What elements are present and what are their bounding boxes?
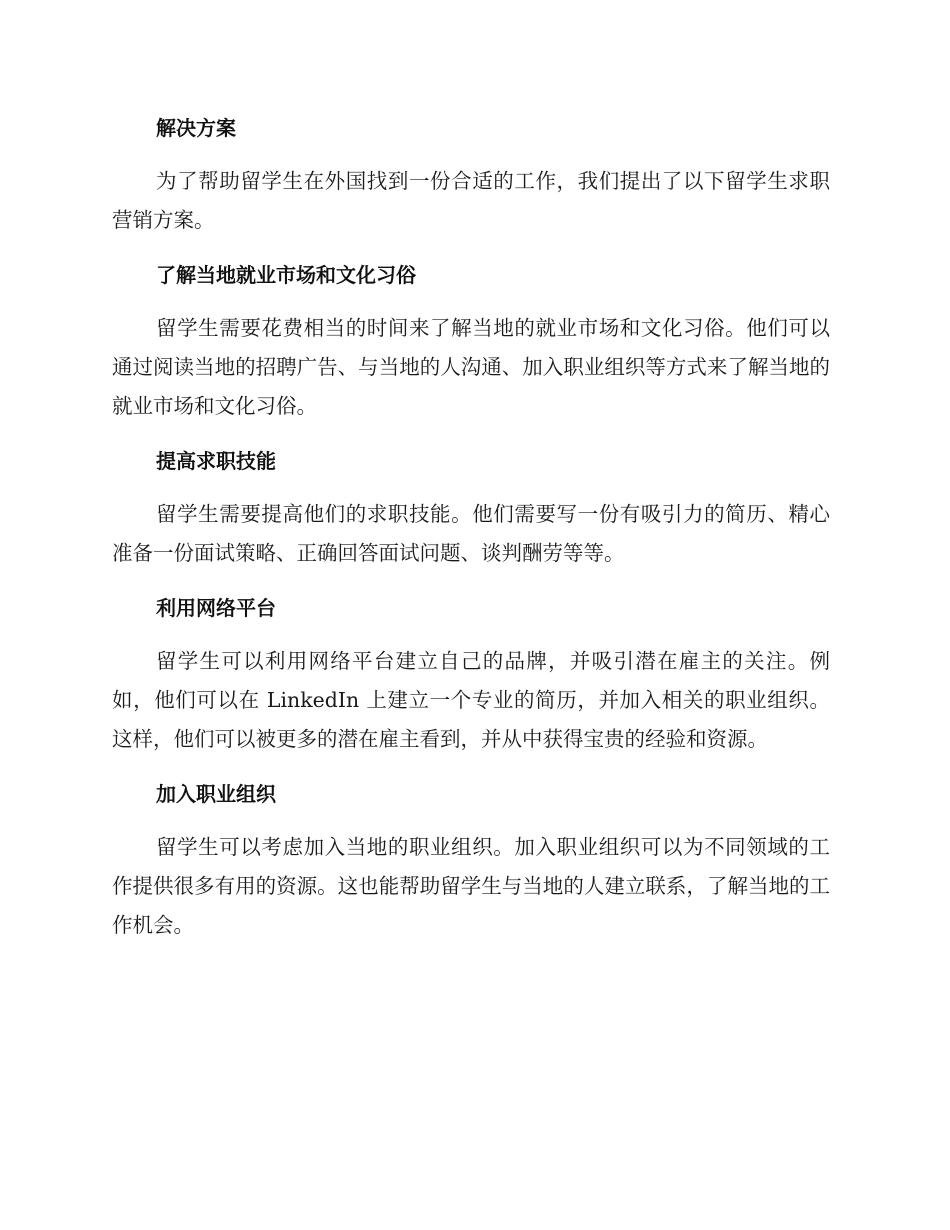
section-heading-local-market: 了解当地就业市场和文化习俗 [156,263,416,287]
section-paragraph-local-market: 留学生需要花费相当的时间来了解当地的就业市场和文化习俗。他们可以通过阅读当地的招聘广告、与当地的人沟通、加入职业组织等方式来了解当地的就业市场和文化习俗。 [112,316,830,418]
section-paragraph-solution: 为了帮助留学生在外国找到一份合适的工作，我们提出了以下留学生求职营销方案。 [112,169,830,232]
section-heading-online-platform: 利用网络平台 [156,596,276,620]
section-heading-job-skills: 提高求职技能 [156,449,276,473]
document-body [112,108,830,945]
section-heading-professional-org: 加入职业组织 [156,782,276,806]
section-paragraph-job-skills: 留学生需要提高他们的求职技能。他们需要写一份有吸引力的简历、精心准备一份面试策略、正确回答面试问题、谈判酬劳等等。 [112,502,830,565]
section-paragraph-professional-org: 留学生可以考虑加入当地的职业组织。加入职业组织可以为不同领域的工作提供很多有用的资源。这也能帮助留学生与当地的人建立联系，了解当地的工作机会。 [112,835,830,937]
section-paragraph-online-platform: 留学生可以利用网络平台建立自己的品牌，并吸引潜在雇主的关注。例如，他们可以在 LinkedIn 上建立一个专业的简历，并加入相关的职业组织。这样，他们可以被更多的潜在雇主看到，并从中获得宝贵的经验和资源。 [112,649,830,751]
section-heading-solution: 解决方案 [156,116,236,140]
